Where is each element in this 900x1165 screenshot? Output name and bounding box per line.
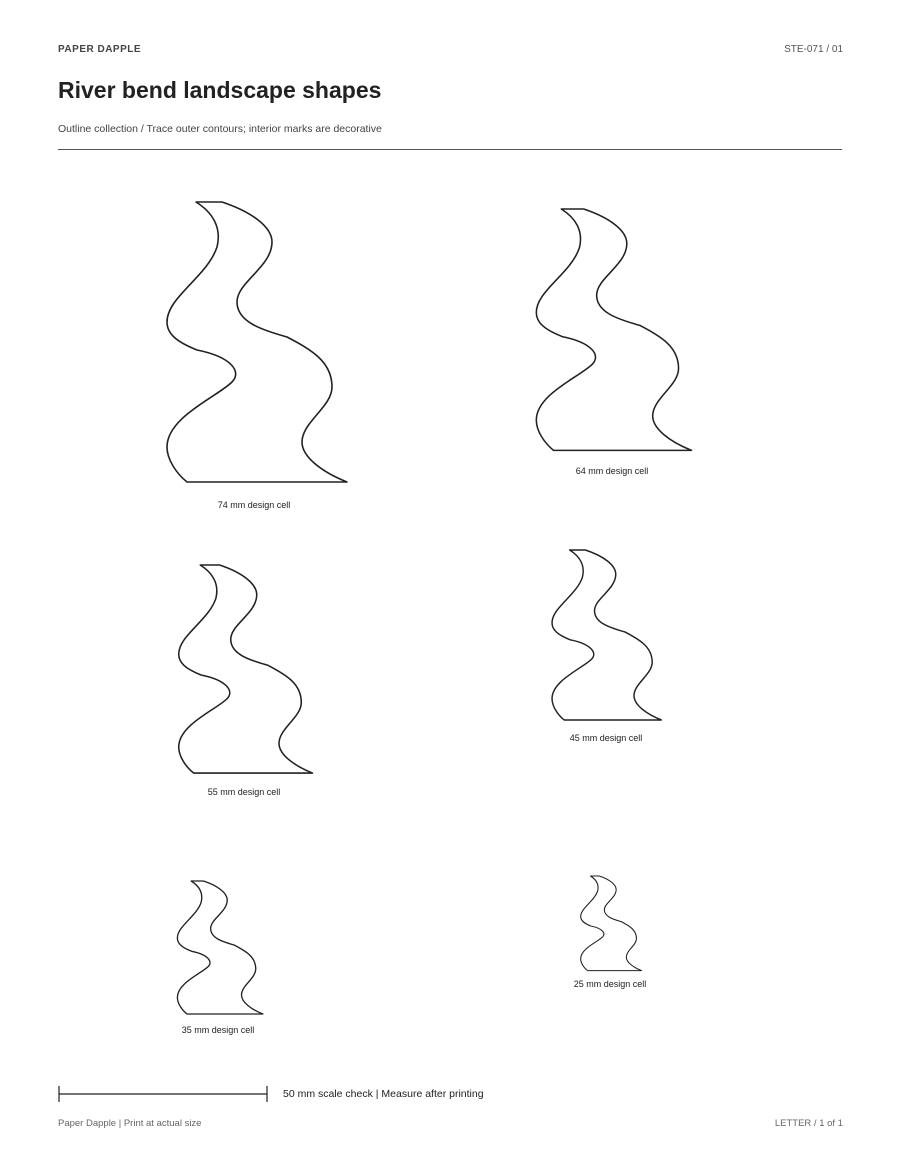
river-bend-shape-35mm — [177, 881, 263, 1014]
cell-label-74mm: 74 mm design cell — [217, 500, 291, 510]
cell-label-45mm: 45 mm design cell — [569, 733, 643, 743]
scale-check-label: 50 mm scale check | Measure after printing — [283, 1088, 484, 1100]
footer-note: Paper Dapple | Print at actual size — [58, 1118, 202, 1129]
brand-name: PAPER DAPPLE — [58, 44, 142, 55]
cell-label-55mm: 55 mm design cell — [207, 787, 281, 797]
page-subtitle: Outline collection / Trace outer contours; interior marks are decorative — [58, 123, 382, 135]
river-bend-shape-45mm — [552, 550, 661, 720]
scale-check-bar — [58, 1085, 270, 1103]
river-bend-shape-74mm — [167, 202, 347, 482]
cell-label-25mm: 25 mm design cell — [573, 979, 647, 989]
river-bend-shape-25mm — [581, 876, 642, 971]
page-title: River bend landscape shapes — [58, 77, 382, 103]
cell-label-35mm: 35 mm design cell — [181, 1025, 255, 1035]
sheet-code: STE-071 / 01 — [784, 44, 843, 55]
river-bend-shape-55mm — [179, 565, 313, 773]
cell-label-64mm: 64 mm design cell — [575, 466, 649, 476]
page-indicator: LETTER / 1 of 1 — [774, 1118, 843, 1129]
river-bend-shape-64mm — [536, 209, 691, 450]
